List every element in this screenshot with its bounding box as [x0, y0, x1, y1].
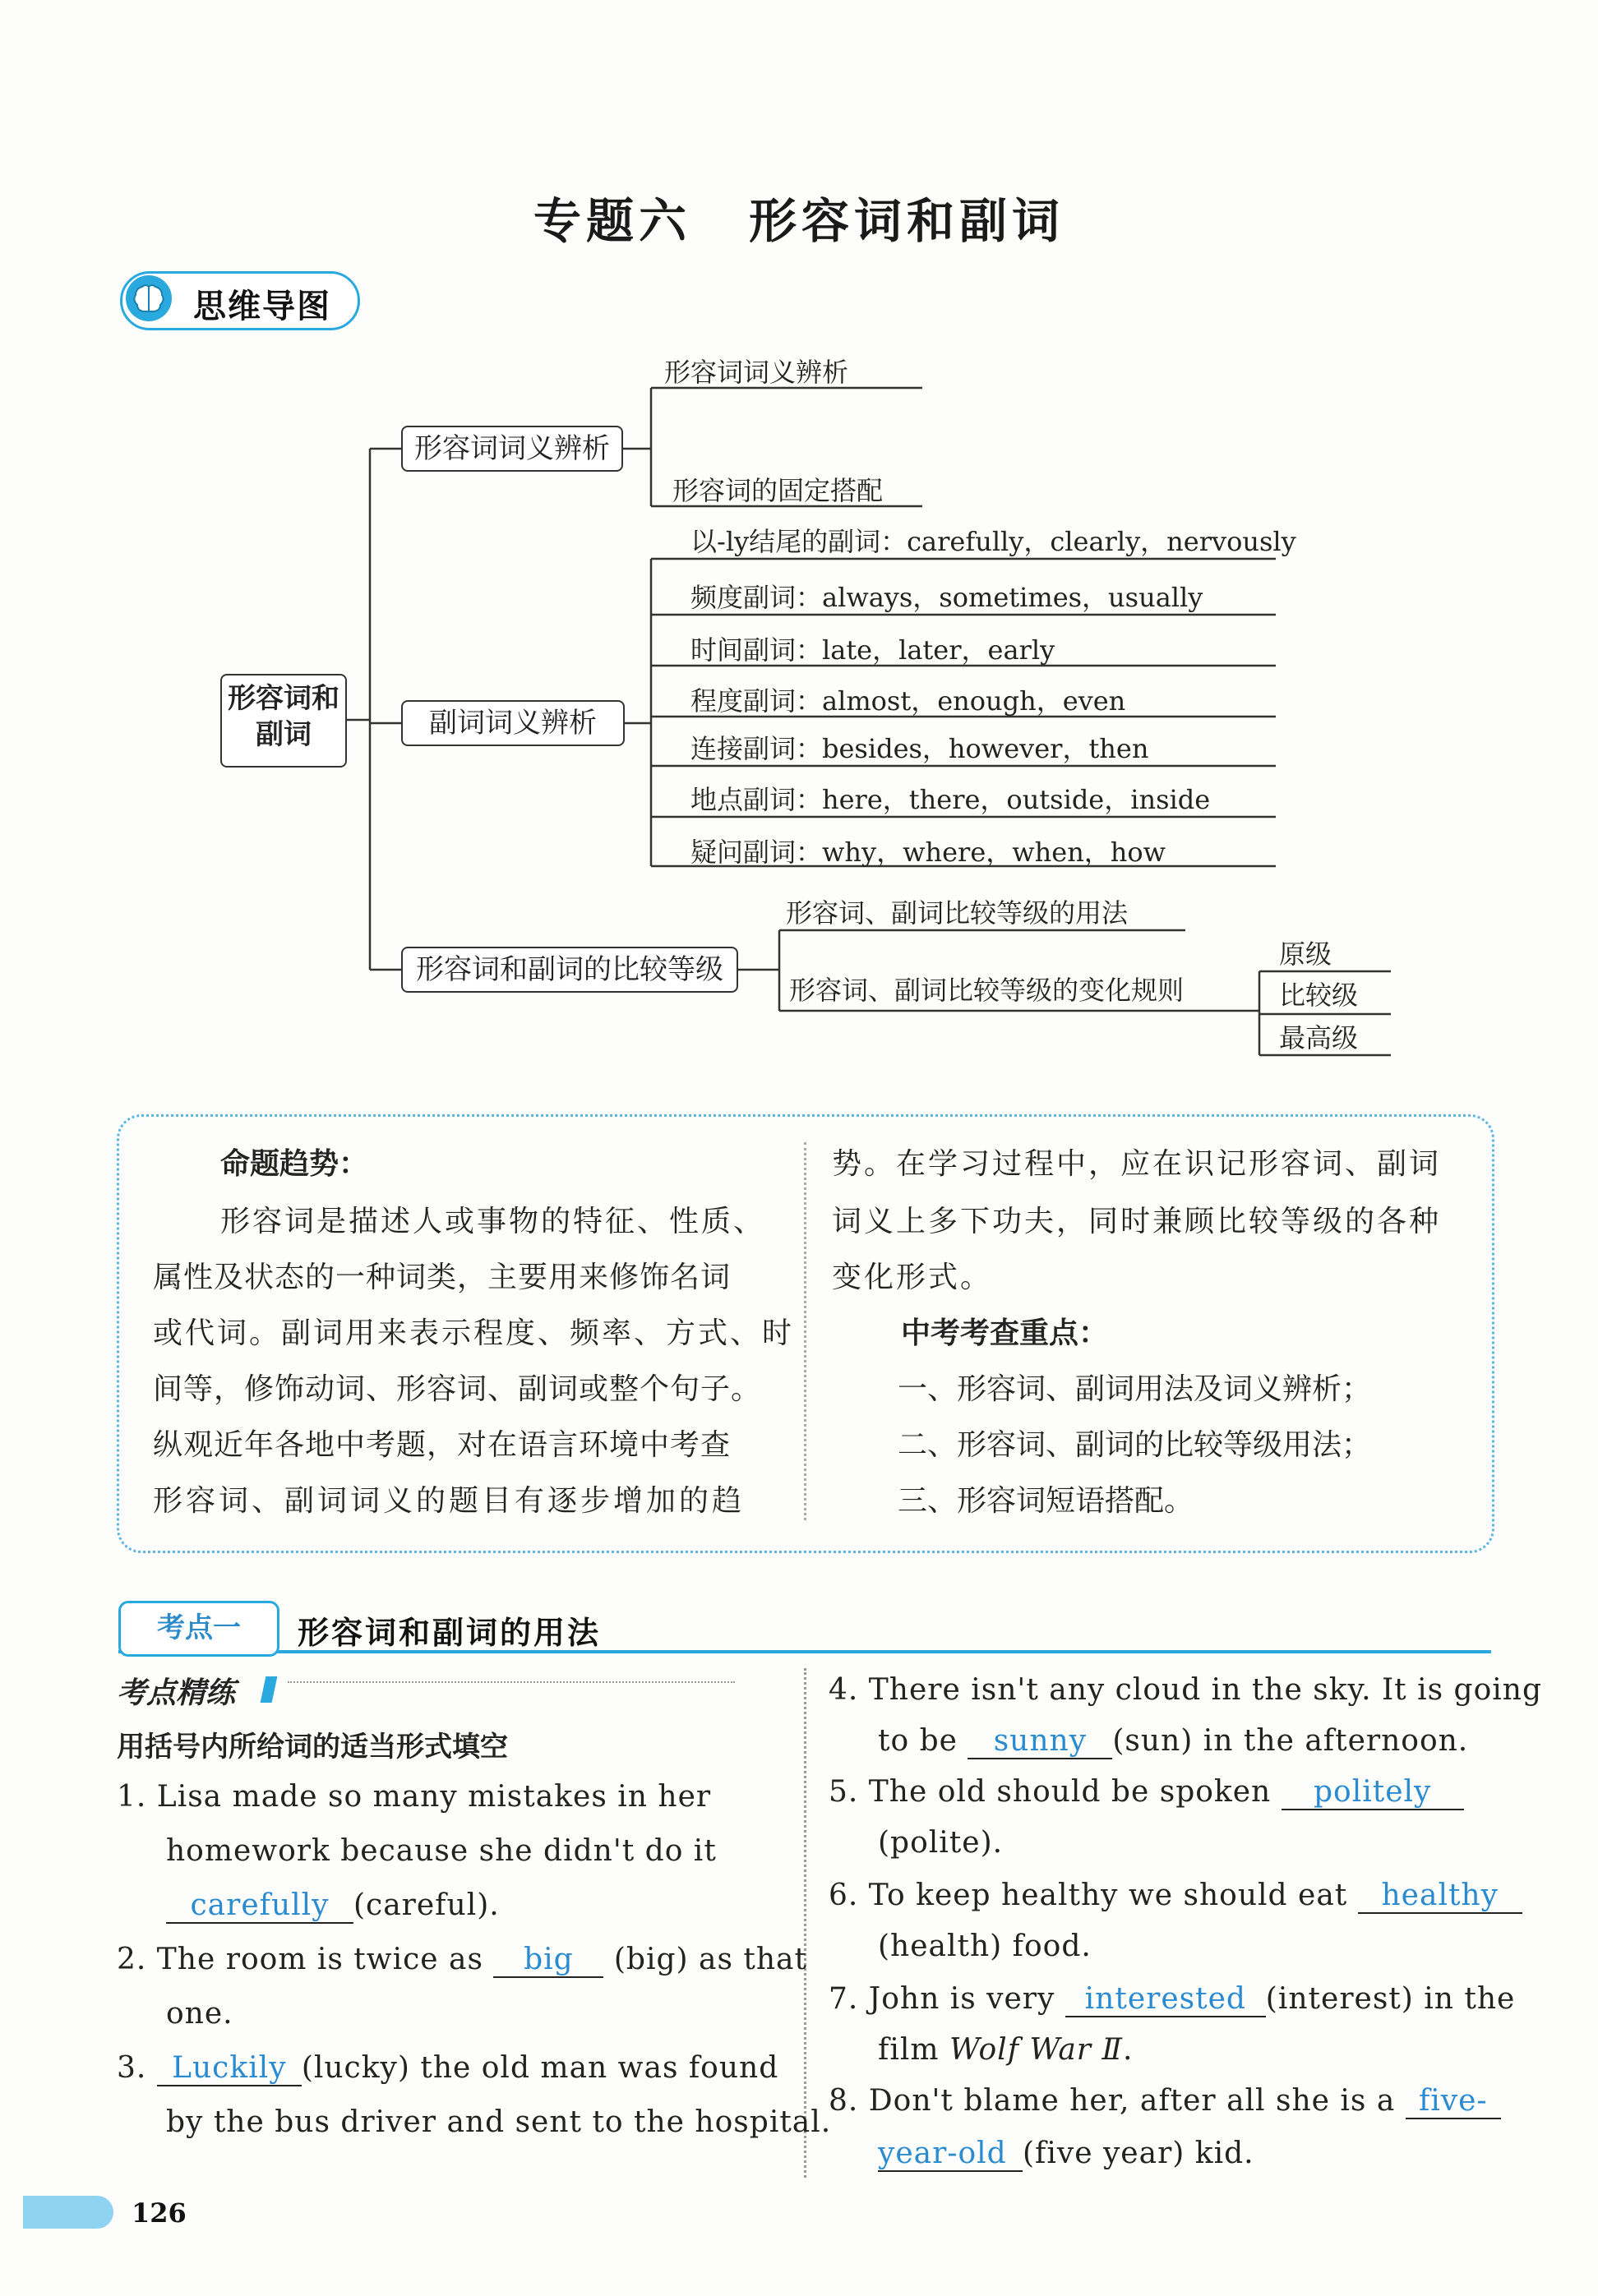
- answer-blank[interactable]: big: [493, 1943, 603, 1978]
- page-bar: [23, 2196, 113, 2229]
- leaf-item: 形容词、副词比较等级的用法: [786, 897, 1129, 929]
- question-6-line-2: (health) food.: [878, 1929, 1092, 1963]
- page-title: 专题六 形容词和副词: [533, 193, 1065, 249]
- answer-blank[interactable]: politely: [1282, 1776, 1464, 1810]
- trend-heading: 命题趋势：: [220, 1147, 369, 1181]
- trend-line: 间等，修饰动词、形容词、副词或整个句子。: [153, 1372, 762, 1406]
- question-5-line-1: 5. The old should be spoken politely: [829, 1775, 1464, 1810]
- answer-blank[interactable]: interested: [1065, 1983, 1266, 2017]
- trend-line: 纵观近年各地中考题，对在语言环境中考查: [153, 1428, 732, 1462]
- question-2-line-1: 2. The room is twice as big (big) as that: [117, 1943, 807, 1976]
- focus-heading: 中考考查重点：: [901, 1316, 1109, 1350]
- question-8-line-2: year-old (five year) kid.: [878, 2137, 1254, 2170]
- degree-positive: 原级: [1279, 938, 1332, 970]
- answer-blank[interactable]: carefully: [166, 1889, 353, 1924]
- answer-blank[interactable]: sunny: [968, 1725, 1112, 1759]
- question-2-line-2: one.: [166, 1997, 233, 2031]
- panel-divider: [804, 1142, 806, 1520]
- trend-line: 变化形式。: [832, 1261, 993, 1294]
- question-1-line-2: homework because she didn't do it: [166, 1834, 717, 1868]
- column-divider: [804, 1668, 806, 2178]
- trend-line: 或代词。副词用来表示程度、频率、方式、时: [153, 1316, 795, 1350]
- heading-rule: [288, 1681, 735, 1683]
- leaf-item: 形容词词义辨析: [664, 357, 849, 388]
- answer-blank[interactable]: Luckily: [157, 2052, 302, 2086]
- leaf-item: 程度副词：almost，enough，even: [690, 685, 1126, 717]
- heading-marker: [261, 1676, 278, 1703]
- leaf-item: 连接副词：besides，however，then: [690, 733, 1149, 764]
- trend-line: 势。在学习过程中，应在识记形容词、副词: [832, 1147, 1442, 1181]
- section-title: 形容词和副词的用法: [298, 1615, 602, 1651]
- leaf-item: 以-ly结尾的副词：carefully，clearly，nervously: [690, 526, 1296, 557]
- degree-comparative: 比较级: [1279, 980, 1359, 1011]
- question-6-line-1: 6. To keep healthy we should eat healthy: [829, 1879, 1522, 1914]
- question-5-line-2: (polite).: [878, 1826, 1004, 1860]
- trend-line: 词义上多下功夫，同时兼顾比较等级的各种: [832, 1205, 1442, 1238]
- degree-superlative: 最高级: [1279, 1022, 1359, 1053]
- film-title: Wolf War Ⅱ: [949, 2033, 1123, 2067]
- focus-item: 二、形容词、副词的比较等级用法；: [898, 1428, 1372, 1462]
- question-8-line-1: 8. Don't blame her, after all she is a five-: [829, 2084, 1501, 2119]
- trend-line: 形容词、副词词义的题目有逐步增加的趋: [153, 1484, 746, 1518]
- focus-item: 三、形容词短语搭配。: [898, 1484, 1194, 1518]
- mind-map-root: 形容词和副词: [220, 674, 347, 768]
- leaf-item: 疑问副词：why，where，when，how: [690, 837, 1166, 868]
- leaf-item: 形容词的固定搭配: [672, 475, 884, 506]
- leaf-item: 频度副词：always，sometimes，usually: [690, 582, 1203, 613]
- question-3-line-2: by the bus driver and sent to the hospital.: [166, 2105, 832, 2139]
- instruction: 用括号内所给词的适当形式填空: [117, 1731, 508, 1763]
- branch-adj-meaning: 形容词词义辨析: [401, 426, 623, 472]
- branch-comparison: 形容词和副词的比较等级: [401, 947, 738, 993]
- practice-heading: 考点精练: [117, 1676, 236, 1710]
- answer-blank[interactable]: healthy: [1358, 1879, 1522, 1914]
- question-3-line-1: 3. Luckily (lucky) the old man was found: [117, 2051, 779, 2085]
- badge-label: 思维导图: [193, 288, 331, 325]
- page-number: 126: [132, 2197, 187, 2229]
- section-tab: 考点一: [118, 1601, 279, 1657]
- question-7-line-1: 7. John is very interested (interest) in the: [829, 1982, 1516, 2016]
- question-1-line-1: 1. Lisa made so many mistakes in her: [117, 1780, 712, 1814]
- trend-line: 形容词是描述人或事物的特征、性质、: [220, 1205, 766, 1238]
- question-1-line-3: carefully (careful).: [166, 1888, 500, 1924]
- question-4-line-1: 4. There isn't any cloud in the sky. It is going: [829, 1673, 1542, 1707]
- branch-adv-meaning: 副词词义辨析: [401, 700, 625, 746]
- focus-item: 一、形容词、副词用法及词义辨析；: [898, 1372, 1372, 1406]
- question-4-line-2: to be sunny (sun) in the afternoon.: [878, 1724, 1469, 1758]
- trend-line: 属性及状态的一种词类，主要用来修饰名词: [153, 1261, 732, 1294]
- leaf-item: 地点副词：here，there，outside，inside: [690, 784, 1211, 815]
- leaf-item: 形容词、副词比较等级的变化规则: [789, 975, 1185, 1006]
- answer-blank[interactable]: year-old: [878, 2137, 1023, 2172]
- question-7-line-2: film Wolf War Ⅱ.: [878, 2033, 1134, 2067]
- answer-blank[interactable]: five-: [1406, 2085, 1501, 2119]
- leaf-item: 时间副词：late，later，early: [690, 634, 1055, 666]
